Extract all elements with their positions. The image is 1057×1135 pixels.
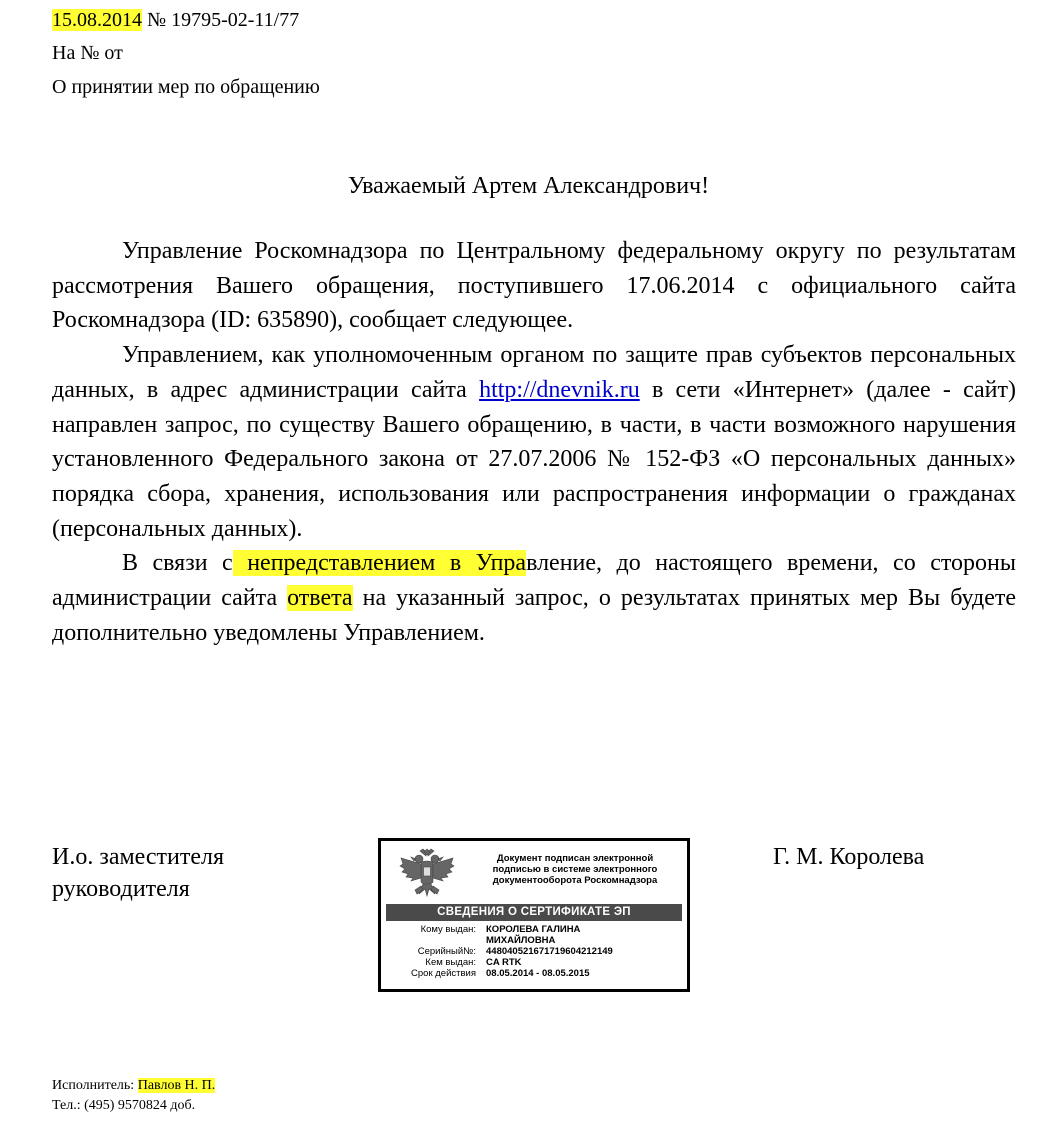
certificate-row — [386, 924, 682, 946]
stamp-title — [465, 853, 685, 886]
signer-position — [52, 841, 224, 905]
executor-phone: Тел.: (495) 9570824 доб. — [52, 1098, 196, 1113]
issuer-value: CA RTK — [486, 957, 522, 968]
executor-label: Исполнитель: — [52, 1078, 138, 1093]
paragraph-3 — [52, 546, 1016, 650]
issued-to-value-line-2: МИХАЙЛОВНА — [486, 935, 556, 946]
issued-to-value-line-1: КОРОЛЕВА ГАЛИНА — [486, 924, 581, 935]
letter-body — [52, 234, 1016, 650]
paragraph-1: Управление Роскомнадзора по Центральному федеральному округу по результатам рассмотрения Вашего обращения, поступившего 17.06.2014 с официального сайта Роскомнадзора (ID: 635890), сообщает следующее. — [52, 238, 1016, 334]
validity-label: Срок действия — [411, 968, 476, 979]
certificate-row — [386, 946, 682, 957]
signer-position-line-2: руководителя — [52, 876, 190, 902]
certificate-row — [386, 957, 682, 968]
issuer-label: Кем выдан: — [425, 957, 476, 968]
document-number: № 19795-02-11/77 — [142, 9, 300, 31]
paragraph-2 — [52, 338, 1016, 546]
e-signature-stamp — [378, 838, 690, 992]
executor-line — [52, 1078, 215, 1094]
site-link[interactable]: http://dnevnik.ru — [479, 376, 640, 403]
issued-to-label: Кому выдан: — [420, 924, 476, 935]
serial-label: Серийный№: — [417, 946, 476, 957]
subject-line: О принятии мер по обращению — [52, 76, 320, 98]
certificate-row — [386, 968, 682, 979]
serial-value: 4480405216717196042121​49 — [486, 946, 613, 957]
issued-to-value — [486, 924, 682, 946]
certificate-info-band: СВЕДЕНИЯ О СЕРТИФИКАТЕ ЭП — [386, 904, 682, 921]
highlight-response: ответа — [287, 585, 353, 612]
reference-line: На № от — [52, 42, 123, 64]
certificate-details — [386, 924, 682, 979]
highlight-nonsubmission: непредставлением в Упра — [232, 550, 527, 577]
validity-value: 08.05.2014 - 08.05.2015 — [486, 968, 590, 979]
document-number-line — [52, 8, 299, 32]
paragraph-3-part-1: В связи с — [122, 550, 233, 577]
paragraph-3-part-2: вление, до настоящего времени, со стороны администрации сайта — [52, 550, 1016, 612]
stamp-title-line-1: Документ подписан электронной — [496, 853, 654, 864]
signer-position-line-1: И.о. заместителя — [52, 844, 225, 870]
paragraph-2-start: Управлением, как уполномоченным органом по защите прав субъектов персональных данных, в адрес администрации сайта — [52, 342, 1016, 403]
paragraph-2-end: в сети «Интернет» (далее - сайт) направлен запрос, по существу Вашего обращению, в части, в части возможного нарушения установленного Федерального закона от 27.07.2006 № 152-ФЗ «О персональных данных» порядка сбора, хранения, использования или распространения информации о гражданах (персональных данных). — [52, 376, 1016, 542]
signer-name: Г. М. Королева — [773, 844, 925, 870]
stamp-title-line-2: подписью в системе электронного — [492, 864, 658, 875]
double-headed-eagle-icon — [399, 848, 455, 906]
greeting: Уважаемый Артем Александрович! — [347, 173, 710, 199]
document-date: 15.08.2014 — [52, 9, 142, 31]
executor-name: Павлов Н. П. — [137, 1078, 216, 1093]
stamp-title-line-3: документооборота Роскомнадзора — [492, 875, 658, 886]
paragraph-3-part-3: на указанный запрос, о результатах принятых мер Вы будете дополнительно уведомлены Управлением. — [52, 585, 1016, 646]
